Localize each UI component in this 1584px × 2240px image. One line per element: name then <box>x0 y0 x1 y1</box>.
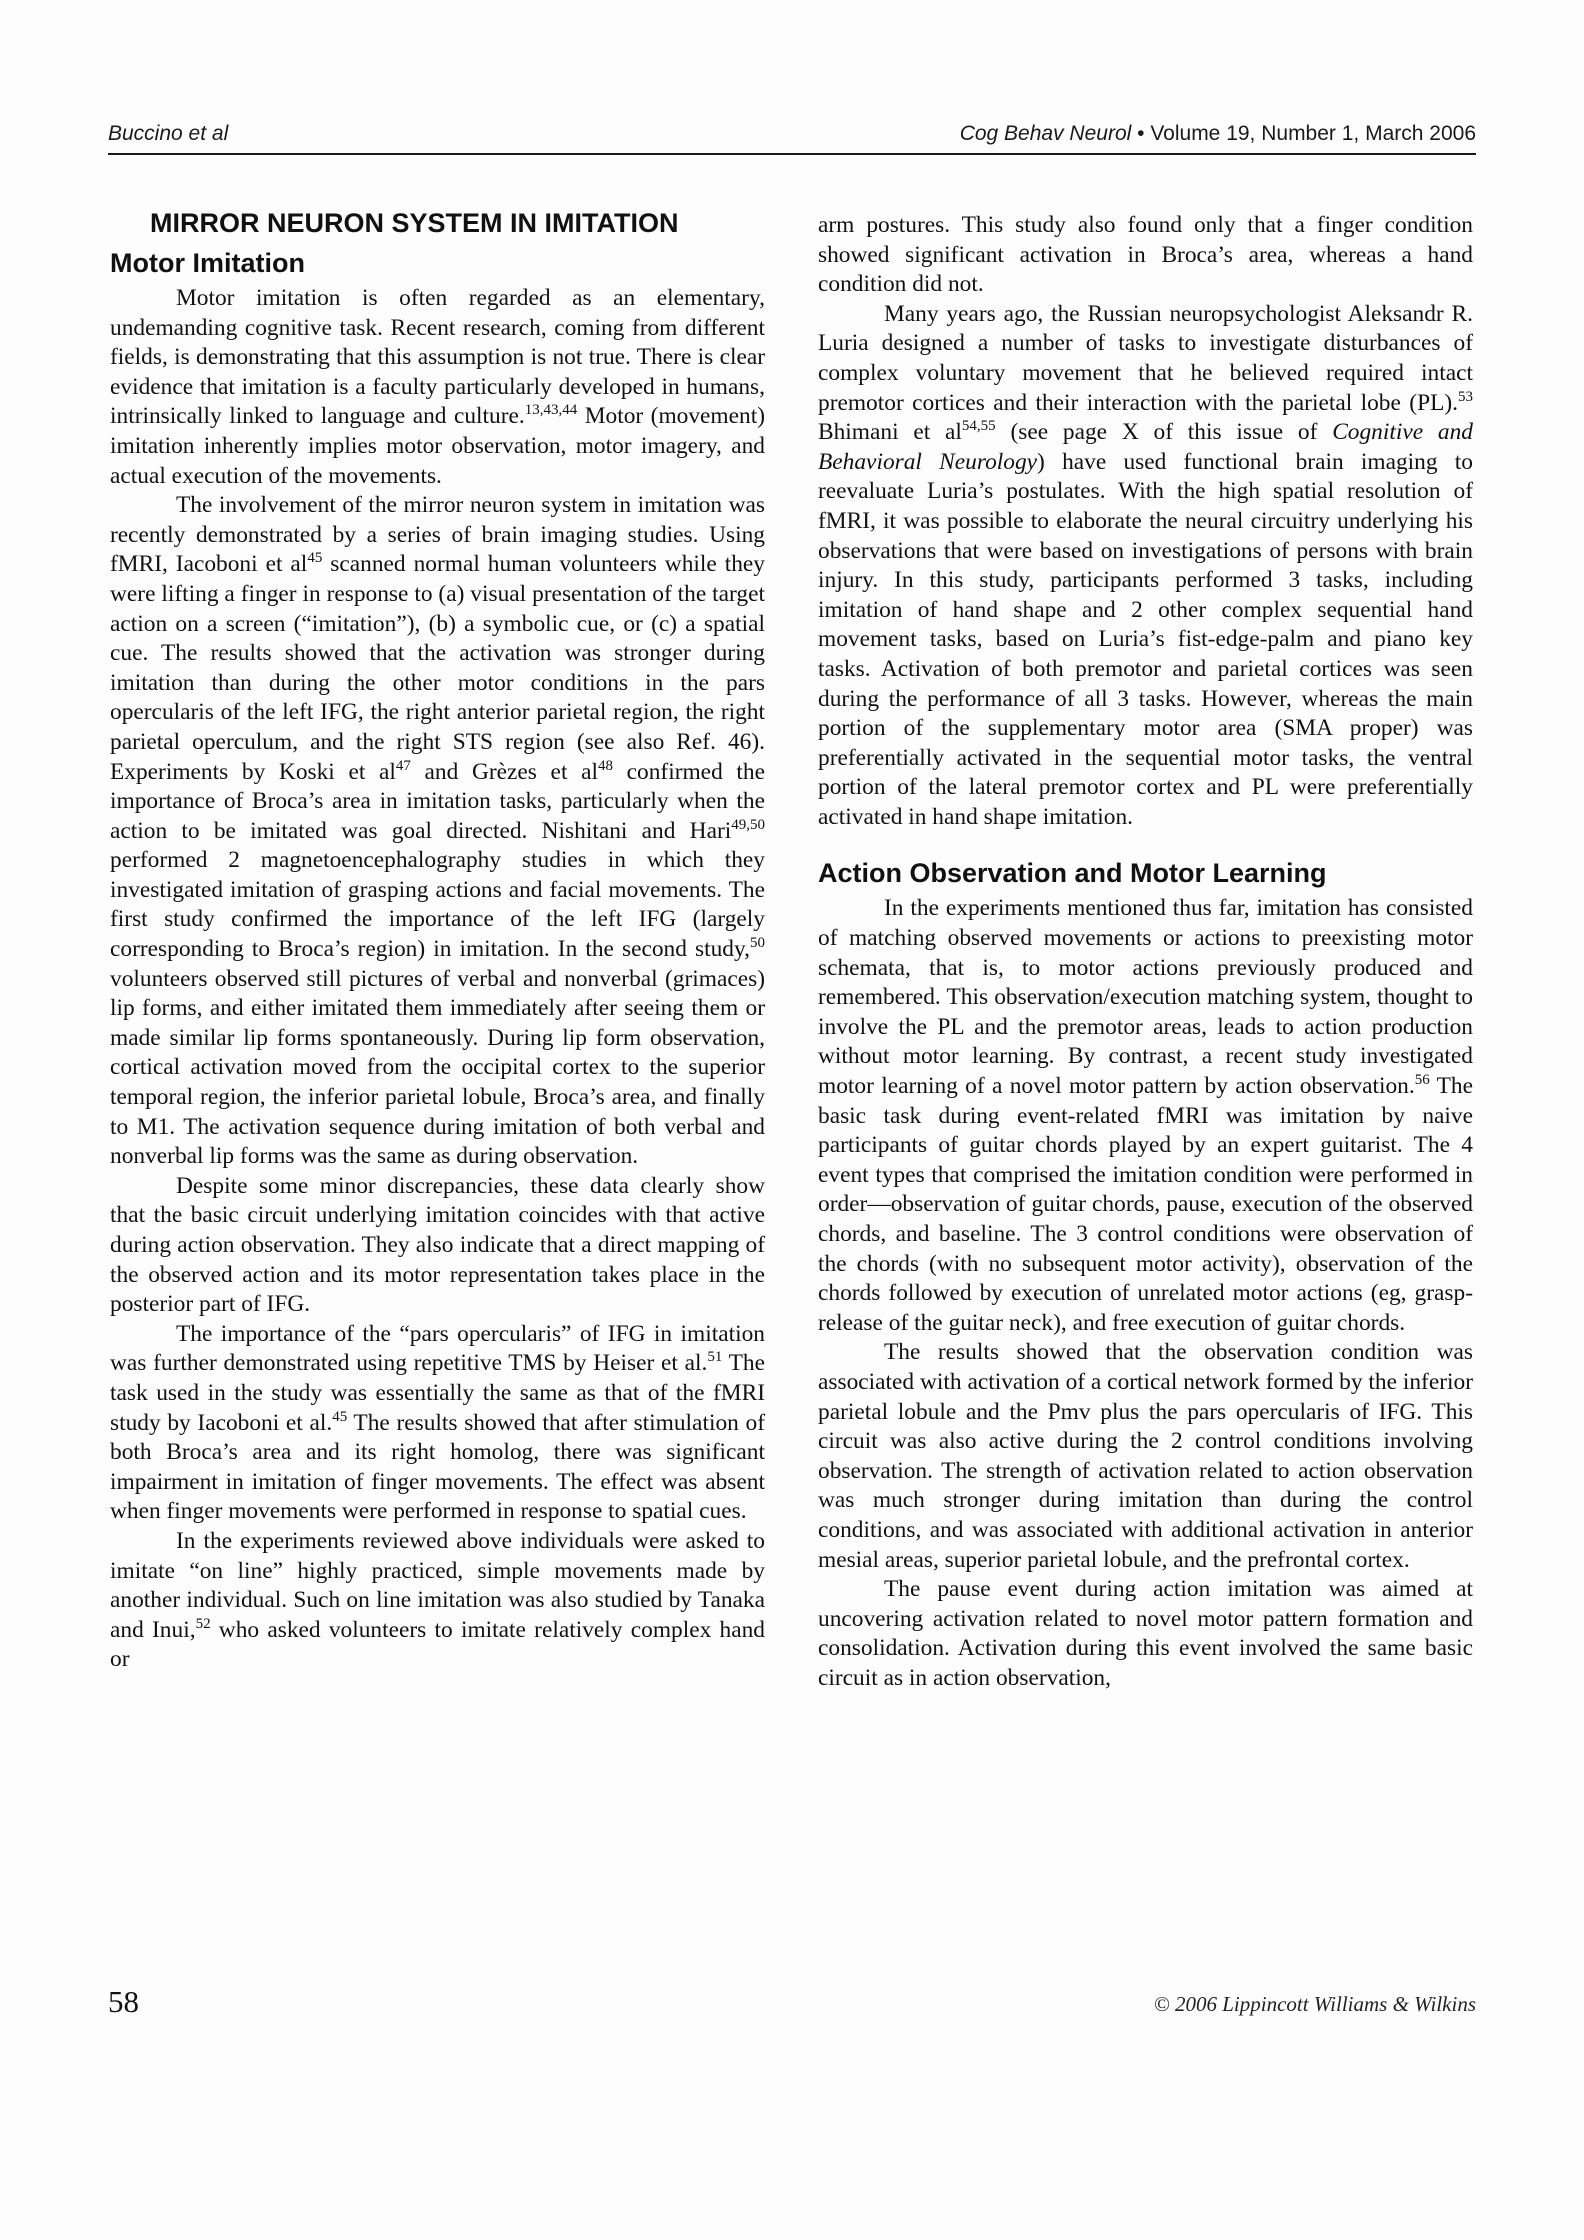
text-run: Motor imitation is often regarded as an elementary, undemanding cognitive task. Recent research, coming from different fields, is demonstrating that this assumption is not true. There is clear evidence that imitation is a faculty particularly developed in humans, intrinsically linked to language and culture. <box>110 285 765 430</box>
citation-superscript: 50 <box>750 935 765 952</box>
text-run: Motor (movement) imitation inherently implies motor observation, motor imagery, and actual execution of the movements. <box>110 403 765 489</box>
text-run: volunteers observed still pictures of verbal and nonverbal (grimaces) lip forms, and either imitated them immediately after seeing them or made similar lip forms spontaneously. During lip form observation, cortical activation moved from the occipital cortex to the superior temporal region, the inferior parietal lobule, Broca’s area, and finally to M1. The activation sequence during imitation of both verbal and nonverbal lip forms was the same as during observation. <box>110 965 765 1170</box>
text-run: ) have used functional brain imaging to reevaluate Luria’s postulates. With the high spatial resolution of fMRI, it was possible to elaborate the neural circuitry underlying his observations that were based on investigations of persons with brain injury. In this study, participants performed 3 tasks, including imitation of hand shape and 2 other complex sequential hand movement tasks, based on Luria’s fist-edge-palm and piano key tasks. Activation of both premotor and parietal cortices was seen during the performance of all 3 tasks. However, whereas the main portion of the supplementary motor area (SMA proper) was preferentially activated in the sequential motor tasks, the ventral portion of the lateral premotor cortex and PL were preferentially activated in hand shape imitation. <box>818 448 1473 830</box>
citation-superscript: 48 <box>597 757 613 774</box>
section-title: MIRROR NEURON SYSTEM IN IMITATION <box>150 208 679 238</box>
header-journal-info <box>960 122 1476 146</box>
paragraph: The pause event during action imitation was aimed at uncovering activation related to novel motor pattern formation and consolidation. Activation during this event involved the same basic circuit as in action observation, <box>818 1576 1473 1691</box>
paragraph: Despite some minor discrepancies, these data clearly show that the basic circuit underlying imitation coincides with that active during action observation. They also indicate that a direct mapping of the observed action and its motor representation takes place in the posterior part of IFG. <box>110 1172 765 1318</box>
header-rule <box>108 153 1476 155</box>
citation-superscript: 45 <box>307 550 323 567</box>
text-run: scanned normal human volunteers while they were lifting a finger in response to (a) visual presentation of the target action on a screen (“imitation”), (b) a symbolic cue, or (c) a spatial cue. The results showed that the activation was stronger during imitation than during the other motor conditions in the pars opercularis of the left IFG, the right anterior parietal region, the right parietal operculum, and the right STS region (see also Ref. 46). Experiments by Koski et al <box>110 551 765 785</box>
page-number: 58 <box>108 1984 139 2019</box>
text-run: The involvement of the mirror neuron system in imitation was recently demonstrated by a series of brain imaging studies. Using fMRI, Iacoboni et al <box>110 492 765 578</box>
copyright-notice: © 2006 Lippincott Williams & Wilkins <box>1153 1992 1476 2016</box>
paragraph <box>110 491 765 1172</box>
paragraph <box>818 894 1473 1338</box>
running-header <box>108 122 1476 150</box>
subsection-title-motor-imitation: Motor Imitation <box>110 248 305 278</box>
text-run: Bhimani et al <box>818 419 962 446</box>
citation-superscript: 52 <box>195 1615 211 1632</box>
paragraph <box>110 1320 765 1527</box>
header-volume-info: • Volume 19, Number 1, March 2006 <box>1131 122 1476 145</box>
citation-superscript: 45 <box>332 1408 348 1425</box>
text-run: and Grèzes et al <box>410 758 598 785</box>
citation-superscript: 53 <box>1458 388 1473 405</box>
text-run: performed 2 magnetoencephalography studies in which they investigated imitation of grasping actions and facial movements. The first study confirmed the importance of the left IFG (largely corresponding to Broca’s region) in imitation. In the second study, <box>110 847 765 963</box>
text-run: In the experiments reviewed above individuals were asked to imitate “on line” highly practiced, simple movements made by another individual. Such on line imitation was also studied by Tanaka and Inui, <box>110 1527 765 1643</box>
citation-superscript: 49,50 <box>731 816 765 833</box>
text-run: confirmed the importance of Broca’s area in imitation tasks, particularly when the action to be imitated was goal directed. Nishitani and Hari <box>110 758 765 844</box>
text-run: The importance of the “pars opercularis” of IFG in imitation was further demonstrated using repetitive TMS by Heiser et al. <box>110 1320 765 1377</box>
citation-superscript: 56 <box>1414 1072 1430 1089</box>
citation-superscript: 47 <box>395 757 411 774</box>
text-run: The basic task during event-related fMRI was imitation by naive participants of guitar chords played by an expert guitarist. The 4 event types that comprised the imitation condition were performed in order—observation of guitar chords, pause, execution of the observed chords, and baseline. The 3 control conditions were observation of the chords (with no subsequent motor activity), observation of the chords followed by execution of unrelated motor actions (eg, grasp-release of the guitar neck), and free execution of guitar chords. <box>818 1073 1473 1336</box>
paragraph: The results showed that the observation condition was associated with activation of a cortical network formed by the inferior parietal lobule and the Pmv plus the pars opercularis of IFG. This circuit was also active during the 2 control conditions involving observation. The strength of activation related to action observation was much stronger during imitation than during the control conditions, and was associated with additional activation in anterior mesial areas, superior parietal lobule, and the prefrontal cortex. <box>818 1339 1473 1573</box>
right-column <box>818 211 1473 1694</box>
citation-superscript: 13,43,44 <box>524 402 578 419</box>
journal-title-italic: Cognitive and Behavioral Neurology <box>818 419 1474 475</box>
text-run: who asked volunteers to imitate relatively complex hand or <box>110 1616 766 1673</box>
left-column <box>110 206 765 1675</box>
text-run: In the experiments mentioned thus far, imitation has consisted of matching observed movements or actions to preexisting motor schemata, that is, to motor actions previously produced and remembered. This observation/execution matching system, thought to involve the PL and the premotor areas, leads to action production without motor learning. By contrast, a recent study investigated motor learning of a novel motor pattern by action observation. <box>818 895 1473 1100</box>
text-run: The task used in the study was essentially the same as that of the fMRI study by Iacoboni et al. <box>110 1350 765 1436</box>
text-run: The results showed that after stimulation of both Broca’s area and its right homolog, there was significant impairment in imitation of finger movements. The effect was absent when finger movements were performed in response to spatial cues. <box>110 1409 765 1525</box>
paragraph <box>110 1527 765 1675</box>
header-authors: Buccino et al <box>108 122 229 145</box>
text-run: (see page X of this issue of <box>995 419 1333 446</box>
citation-superscript: 54,55 <box>961 418 996 435</box>
subsection-title-action-observation: Action Observation and Motor Learning <box>818 858 1327 889</box>
paragraph <box>110 284 765 491</box>
header-journal-name: Cog Behav Neurol <box>959 122 1132 145</box>
citation-superscript: 51 <box>707 1349 723 1366</box>
text-run: Many years ago, the Russian neuropsychologist Aleksandr R. Luria designed a number of tasks to investigate disturbances of complex voluntary movement that he believed required intact premotor cortices and their interaction with the parietal lobe (PL). <box>818 300 1473 416</box>
paragraph <box>818 300 1473 833</box>
paragraph: arm postures. This study also found only that a finger condition showed significant activation in Broca’s area, whereas a hand condition did not. <box>818 212 1473 298</box>
